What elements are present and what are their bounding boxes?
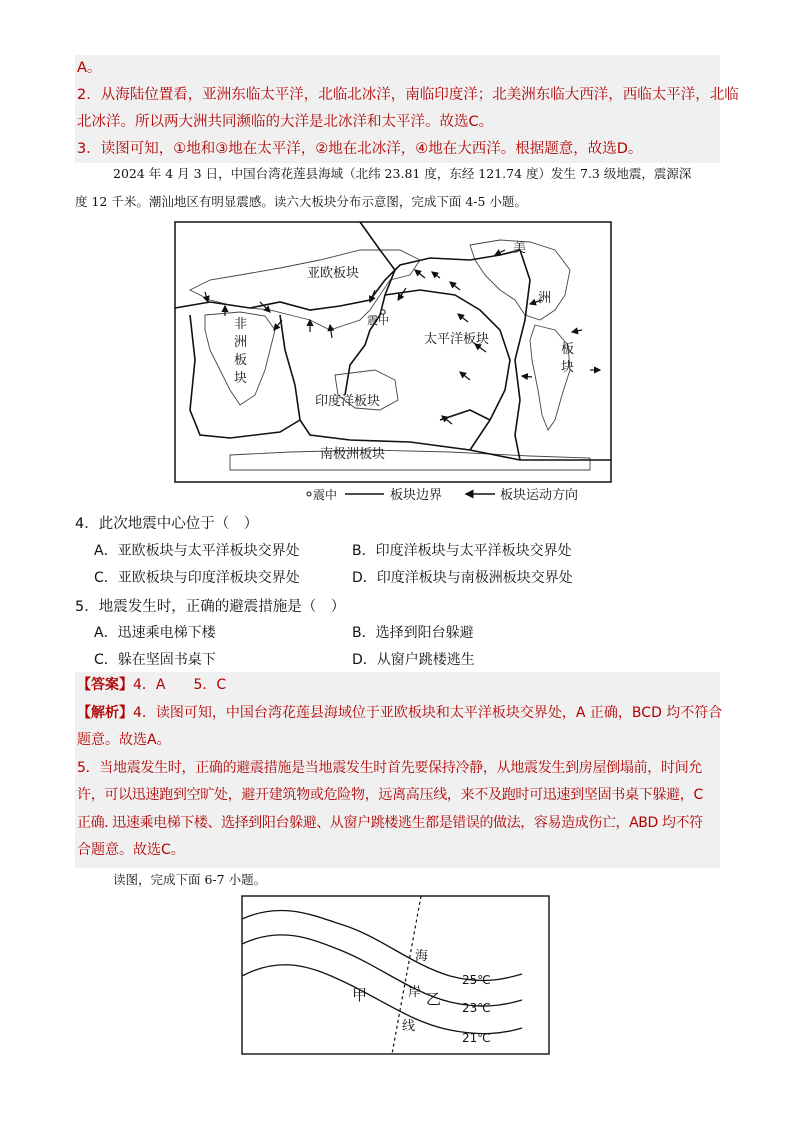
analysis-tag: 【解析】 [77, 704, 133, 721]
question-4-option-d[interactable]: D．印度洋板块与南极洲板块交界处 [352, 570, 573, 586]
label-epicenter: 震中 [367, 314, 389, 327]
map-frame [175, 222, 611, 482]
answer-block-4-5 [75, 672, 723, 868]
question-5-option-b[interactable]: B．选择到阳台躲避 [352, 625, 474, 641]
isotherm-coastline-map [240, 894, 552, 1058]
plate-distribution-map [170, 220, 616, 510]
label-africa-1: 非 [234, 317, 248, 332]
legend-motion-label: 板块运动方向 [500, 488, 579, 503]
label-indian-plate: 印度洋板块 [315, 394, 381, 409]
map-legend [307, 487, 578, 503]
question-5-option-a[interactable]: A．迅速乘电梯下楼 [94, 625, 216, 641]
isotherm-map-frame [242, 896, 549, 1054]
label-africa-3: 板 [234, 353, 248, 368]
label-america-1: 美 [513, 241, 527, 256]
analysis-4-text: 4．读图可知，中国台湾花莲县海域位于亚欧板块和太平洋板块交界处，A 正确，BCD 均不符合 [133, 704, 723, 721]
label-coast-1: 海 [415, 949, 429, 964]
question-5-option-c[interactable]: C．躲在坚固书桌下 [94, 652, 216, 668]
label-africa-2: 洲 [234, 335, 248, 350]
answer-item-2-line2: 北冰洋。所以两大洲共同濒临的大洋是北冰洋和太平洋。故选C。 [77, 114, 494, 130]
label-america-4: 块 [561, 360, 575, 375]
label-21c: 21℃ [462, 1031, 491, 1045]
question-4-option-a[interactable]: A．亚欧板块与太平洋板块交界处 [94, 543, 300, 559]
answer-block-previous [75, 55, 739, 163]
analysis-5-line3: 正确. 迅速乘电梯下楼、选择到阳台躲避、从窗户跳楼逃生都是错误的做法，容易造成伤亡，ABD 均不符 [77, 814, 703, 831]
question-5-option-d[interactable]: D．从窗户跳楼逃生 [352, 652, 475, 668]
label-pacific-plate: 太平洋板块 [424, 332, 490, 347]
intro-4-5-line1: 2024 年 4 月 3 日，中国台湾花莲县海域（北纬 23.81 度，东经 121.74 度）发生 7.3 级地震，震源深 [113, 166, 692, 181]
analysis-5-line4: 合题意。故选C。 [77, 842, 185, 858]
label-antarctic-plate: 南极洲板块 [320, 447, 386, 462]
label-23c: 23℃ [462, 1001, 491, 1015]
label-yi: 乙 [426, 990, 442, 1008]
question-4-option-c[interactable]: C．亚欧板块与印度洋板块交界处 [94, 570, 300, 586]
answer-item-3: 3．读图可知，①地和③地在太平洋，②地在北冰洋，④地在大西洋。根据题意，故选D。 [77, 141, 643, 157]
analysis-5-line2: 许，可以迅速跑到空旷处，避开建筑物或危险物，远离高压线，来不及跑时可迅速到坚固书桌下躲避，C [77, 787, 703, 803]
legend-epicenter-symbol [307, 492, 311, 496]
question-4-stem: 4．此次地震中心位于（ ） [75, 516, 259, 532]
answer-line-a: A。 [77, 60, 102, 76]
label-coast-2: 岸 [408, 985, 422, 1000]
label-america-2: 洲 [538, 291, 552, 306]
label-africa-4: 块 [234, 371, 248, 386]
intro-6-7: 读图，完成下面 6-7 小题。 [113, 872, 267, 887]
legend-epicenter-label: 震中 [313, 488, 338, 502]
label-eurasian-plate: 亚欧板块 [307, 266, 360, 281]
question-4-option-b[interactable]: B．印度洋板块与太平洋板块交界处 [352, 543, 572, 559]
label-america-3: 板 [561, 342, 575, 357]
question-5-stem: 5．地震发生时，正确的避震措施是（ ） [75, 599, 346, 615]
analysis-4-line2: 题意。故选A。 [77, 732, 171, 748]
label-25c: 25℃ [462, 973, 491, 987]
answer-text: 4．A 5．C [133, 677, 227, 693]
answer-tag: 【答案】 [77, 677, 133, 693]
intro-4-5 [75, 160, 720, 216]
label-jia: 甲 [352, 986, 368, 1004]
legend-boundary-label: 板块边界 [390, 488, 443, 503]
intro-4-5-line2: 度 12 千米。潮汕地区有明显震感。读六大板块分布示意图，完成下面 4-5 小题。 [75, 194, 527, 209]
answer-line [75, 672, 720, 700]
answer-item-2-line1: 2．从海陆位置看，亚洲东临太平洋，北临北冰洋，南临印度洋；北美洲东临大西洋，西临太平洋，北临 [77, 87, 739, 103]
analysis-5-line1: 5．当地震发生时，正确的避震措施是当地震发生时首先要保持冷静，从地震发生到房屋倒塌前，时间允 [77, 759, 703, 776]
analysis-4-line1 [75, 700, 723, 728]
label-coast-3: 线 [402, 1019, 416, 1034]
